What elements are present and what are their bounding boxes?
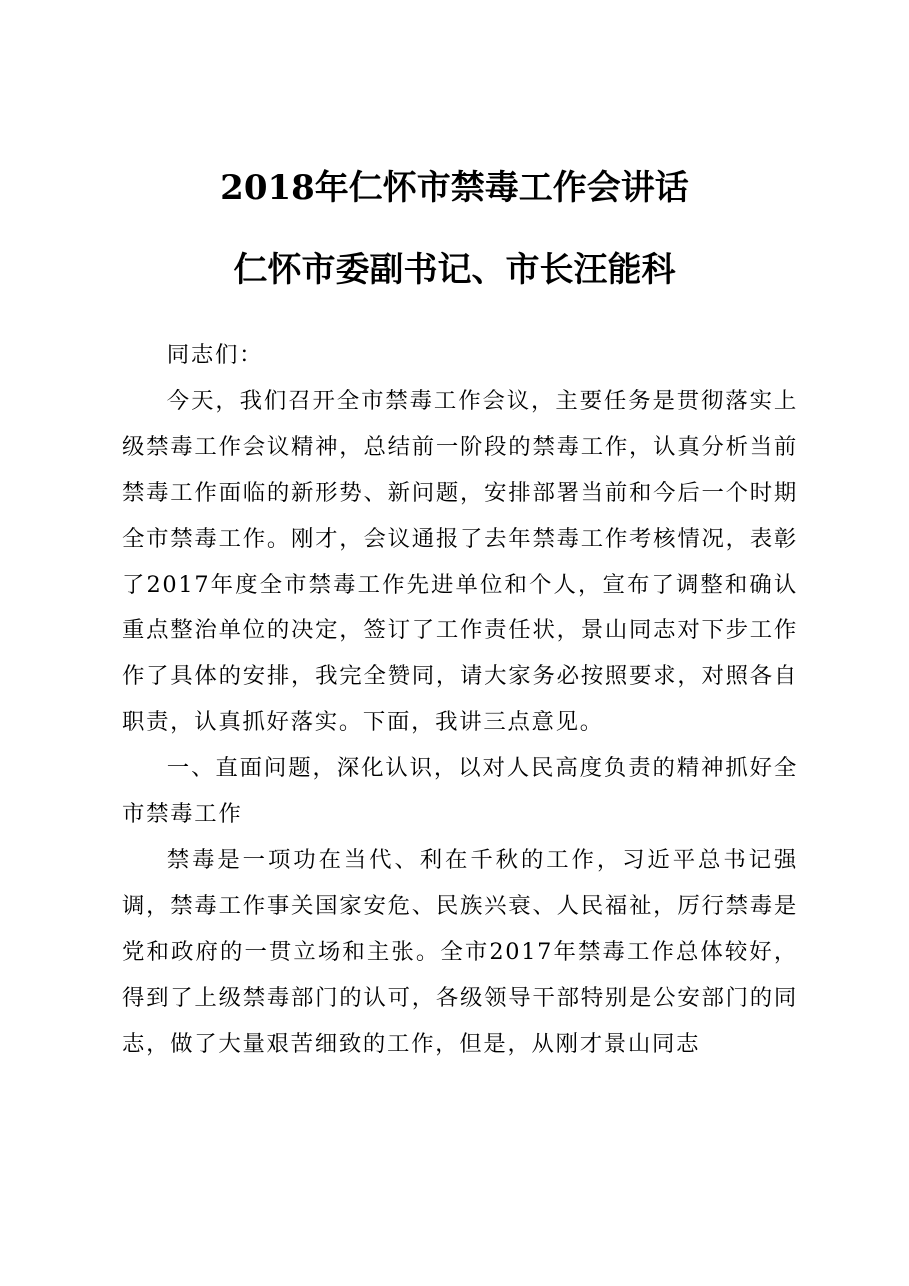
section-heading: 一、直面问题，深化认识，以对人民高度负责的精神抓好全市禁毒工作 <box>122 755 798 828</box>
salutation: 同志们： <box>166 342 264 368</box>
paragraph: 禁毒是一项功在当代、利在千秋的工作，习近平总书记强调，禁毒工作事关国家安危、民族兴衰、人民福祉，厉行禁毒是党和政府的一贯立场和主张。全市2017年禁毒工作总体较好，得到了上级禁毒部门的认可，各级领导干部特别是公安部门的同志，做了大量艰苦细致的工作，但是，从刚才景山同志 <box>122 846 798 1057</box>
speaker-line: 仁怀市委副书记、市长汪能科 <box>233 250 676 290</box>
document-body <box>122 333 798 1068</box>
document-title: 2018年仁怀市禁毒工作会讲话 <box>220 168 689 208</box>
paragraph: 今天，我们召开全市禁毒工作会议，主要任务是贯彻落实上级禁毒工作会议精神，总结前一阶段的禁毒工作，认真分析当前禁毒工作面临的新形势、新问题，安排部署当前和今后一个时期全市禁毒工作。刚才，会议通报了去年禁毒工作考核情况，表彰了2017年度全市禁毒工作先进单位和个人，宣布了调整和确认重点整治单位的决定，签订了工作责任状，景山同志对下步工作作了具体的安排，我完全赞同，请大家务必按照要求，对照各自职责，认真抓好落实。下面，我讲三点意见。 <box>122 387 798 736</box>
